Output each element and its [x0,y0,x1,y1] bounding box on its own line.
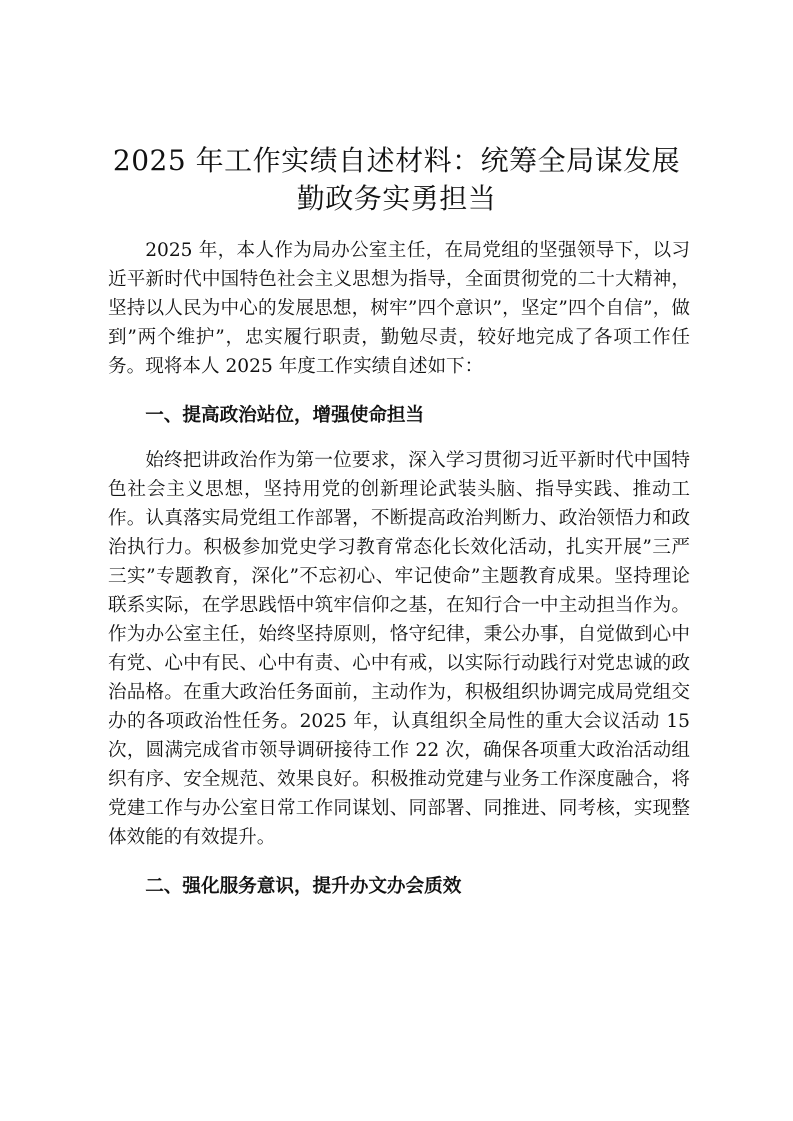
document-title [100,142,693,218]
section-body-1: 始终把讲政治作为第一位要求，深入学习贯彻习近平新时代中国特色社会主义思想，坚持用党的创新理论武装头脑、指导实践、推动工作。认真落实局党组工作部署，不断提高政治判断力、政治领悟力和政治执行力。积极参加党史学习教育常态化长效化活动，扎实开展”三严三实”专题教育，深化”不忘初心、牢记使命”主题教育成果。坚持理论联系实际，在学思践悟中筑牢信仰之基，在知行合一中主动担当作为。作为办公室主任，始终坚持原则，恪守纪律，秉公办事，自觉做到心中有党、心中有民、心中有责、心中有戒，以实际行动践行对党忠诚的政治品格。在重大政治任务面前，主动作为，积极组织协调完成局党组交办的各项政治性任务。2025 年，认真组织全局性的重大会议活动 15 次，圆满完成省市领导调研接待工作 22 次，确保各项重大政治活动组织有序、安全规范、效果良好。积极推动党建与业务工作深度融合，将党建工作与办公室日常工作同谋划、同部署、同推进、同考核，实现整体效能的有效提升。 [108,450,690,848]
title-line-2: 勤政务实勇担当 [296,182,497,215]
section-heading-2: 二、强化服务意识，提升办文办会质效 [145,876,462,897]
title-line-1: 2025 年工作实绩自述材料：统筹全局谋发展 [112,144,681,177]
document-body [108,236,690,917]
intro-paragraph: 2025 年，本人作为局办公室主任，在局党组的坚强领导下，以习近平新时代中国特色社会主义思想为指导，全面贯彻党的二十大精神，坚持以人民为中心的发展思想，树牢”四个意识”，坚定”四个自信”，做到”两个维护”，忠实履行职责，勤勉尽责，较好地完成了各项工作任务。现将本人 2025 年度工作实绩自述如下： [108,240,690,377]
section-heading-1: 一、提高政治站位，增强使命担当 [145,405,425,426]
